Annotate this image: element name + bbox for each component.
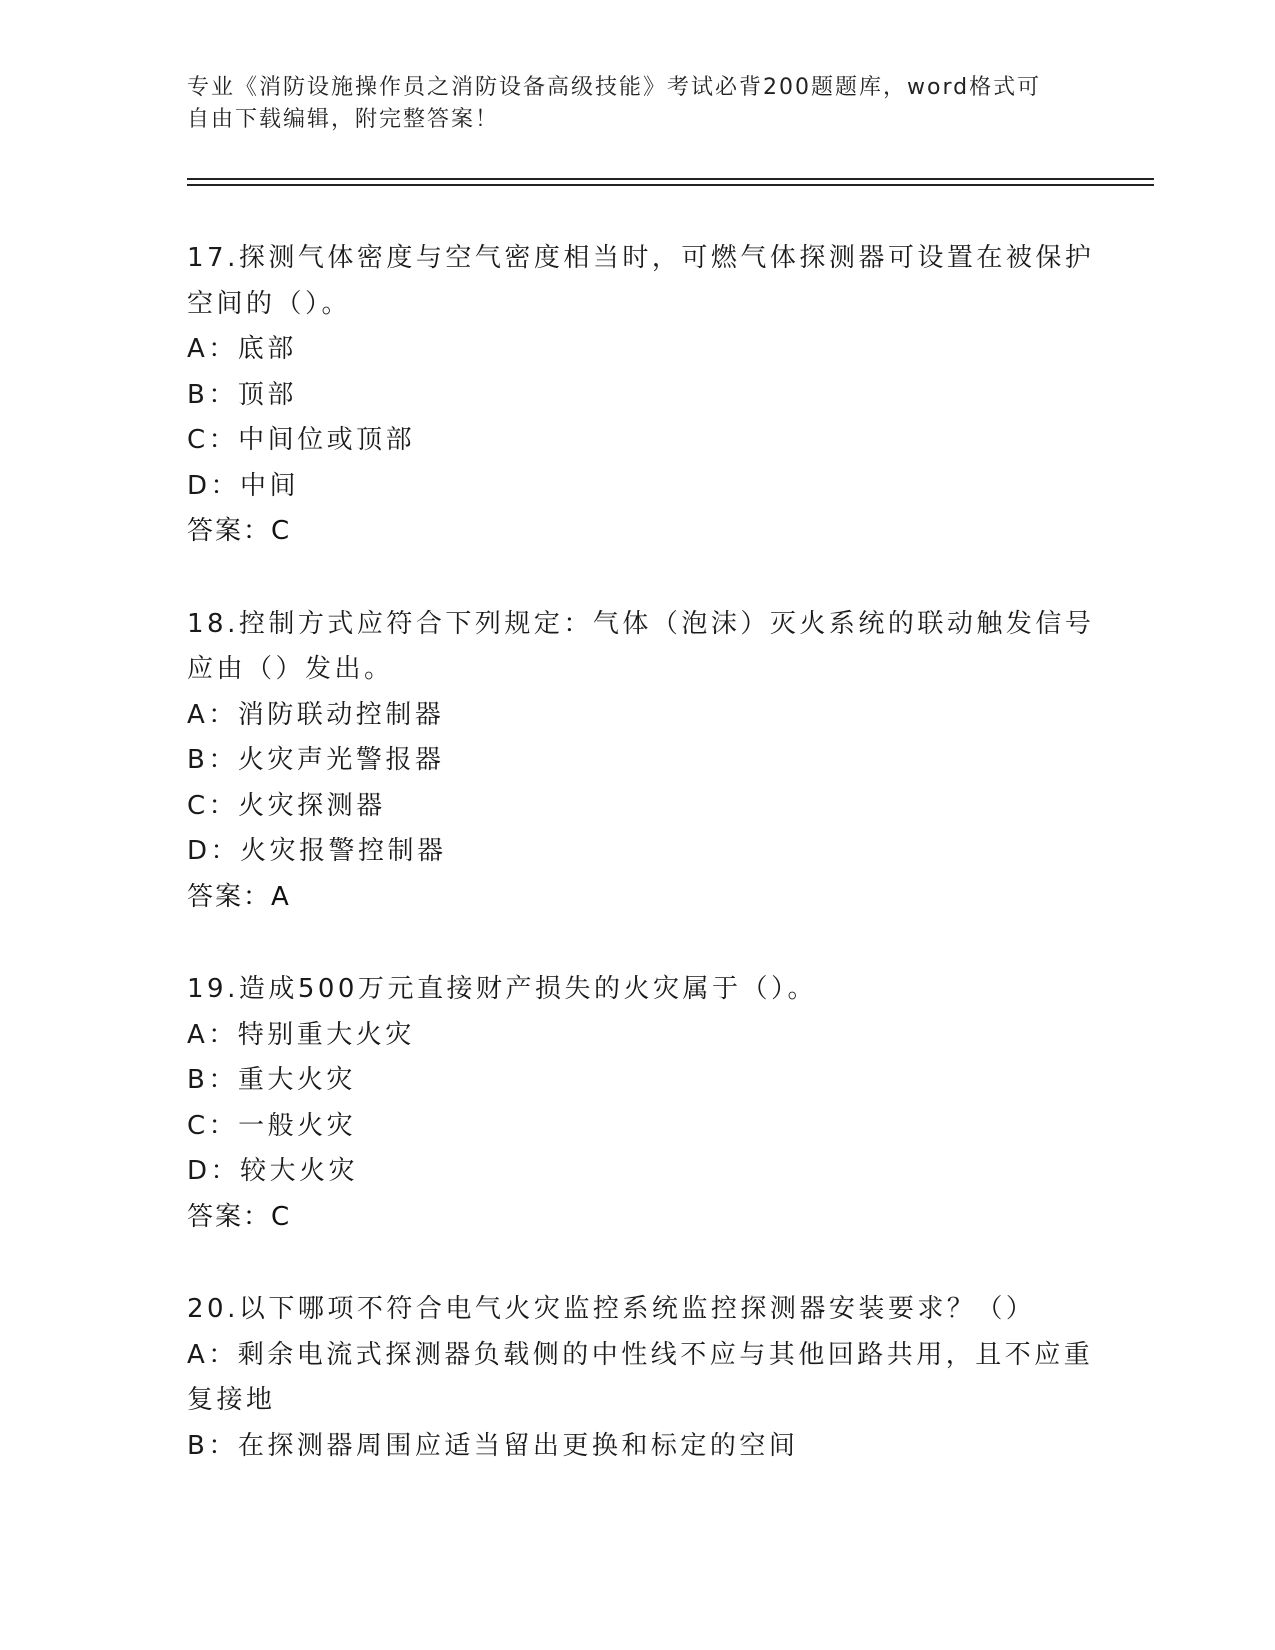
option-a: A：剩余电流式探测器负载侧的中性线不应与其他回路共用，且不应重 — [187, 1339, 1094, 1370]
answer: 答案：A — [187, 881, 291, 912]
document-header — [187, 72, 1067, 136]
header-divider-top — [187, 178, 1154, 180]
option-d: D：中间 — [187, 470, 300, 501]
answer: 答案：C — [187, 516, 292, 546]
question-stem: 18.控制方式应符合下列规定：气体（泡沫）灭火系统的联动触发信号 — [187, 608, 1095, 639]
option-b: B：火灾声光警报器 — [187, 745, 445, 775]
answer: 答案：C — [187, 1201, 292, 1232]
option-b: B：重大火灾 — [187, 1065, 356, 1095]
option-b: B：顶部 — [187, 379, 297, 410]
option-c: C：火灾探测器 — [187, 790, 386, 821]
question-stem: 19.造成500万元直接财产损失的火灾属于（）。 — [187, 974, 817, 1004]
option-a: A：消防联动控制器 — [187, 699, 445, 730]
question-list — [187, 236, 1095, 1516]
option-a: A：底部 — [187, 334, 297, 364]
header-divider-bottom — [187, 184, 1154, 186]
option-c: C：一般火灾 — [187, 1110, 357, 1141]
question-18 — [187, 602, 1095, 921]
option-d: D：火灾报警控制器 — [187, 836, 447, 866]
question-19 — [187, 967, 1087, 1240]
question-stem: 空间的（）。 — [187, 288, 352, 319]
option-c: C：中间位或顶部 — [187, 425, 416, 455]
question-stem: 17.探测气体密度与空气密度相当时，可燃气体探测器可设置在被保护 — [187, 243, 1095, 273]
question-stem: 20.以下哪项不符合电气火灾监控系统监控探测器安装要求？（） — [187, 1294, 1036, 1324]
option-a-continued: 复接地 — [187, 1385, 276, 1415]
option-a: A：特别重大火灾 — [187, 1019, 415, 1050]
question-17 — [187, 236, 1095, 555]
option-b: B：在探测器周围应适当留出更换和标定的空间 — [187, 1430, 799, 1461]
header-line-2: 自由下载编辑，附完整答案！ — [187, 107, 500, 132]
option-d: D：较大火灾 — [187, 1156, 359, 1186]
question-20 — [187, 1287, 1094, 1469]
header-line-1: 专业《消防设施操作员之消防设备高级技能》考试必背200题题库，word格式可 — [187, 75, 1042, 100]
question-stem: 应由（）发出。 — [187, 654, 394, 684]
